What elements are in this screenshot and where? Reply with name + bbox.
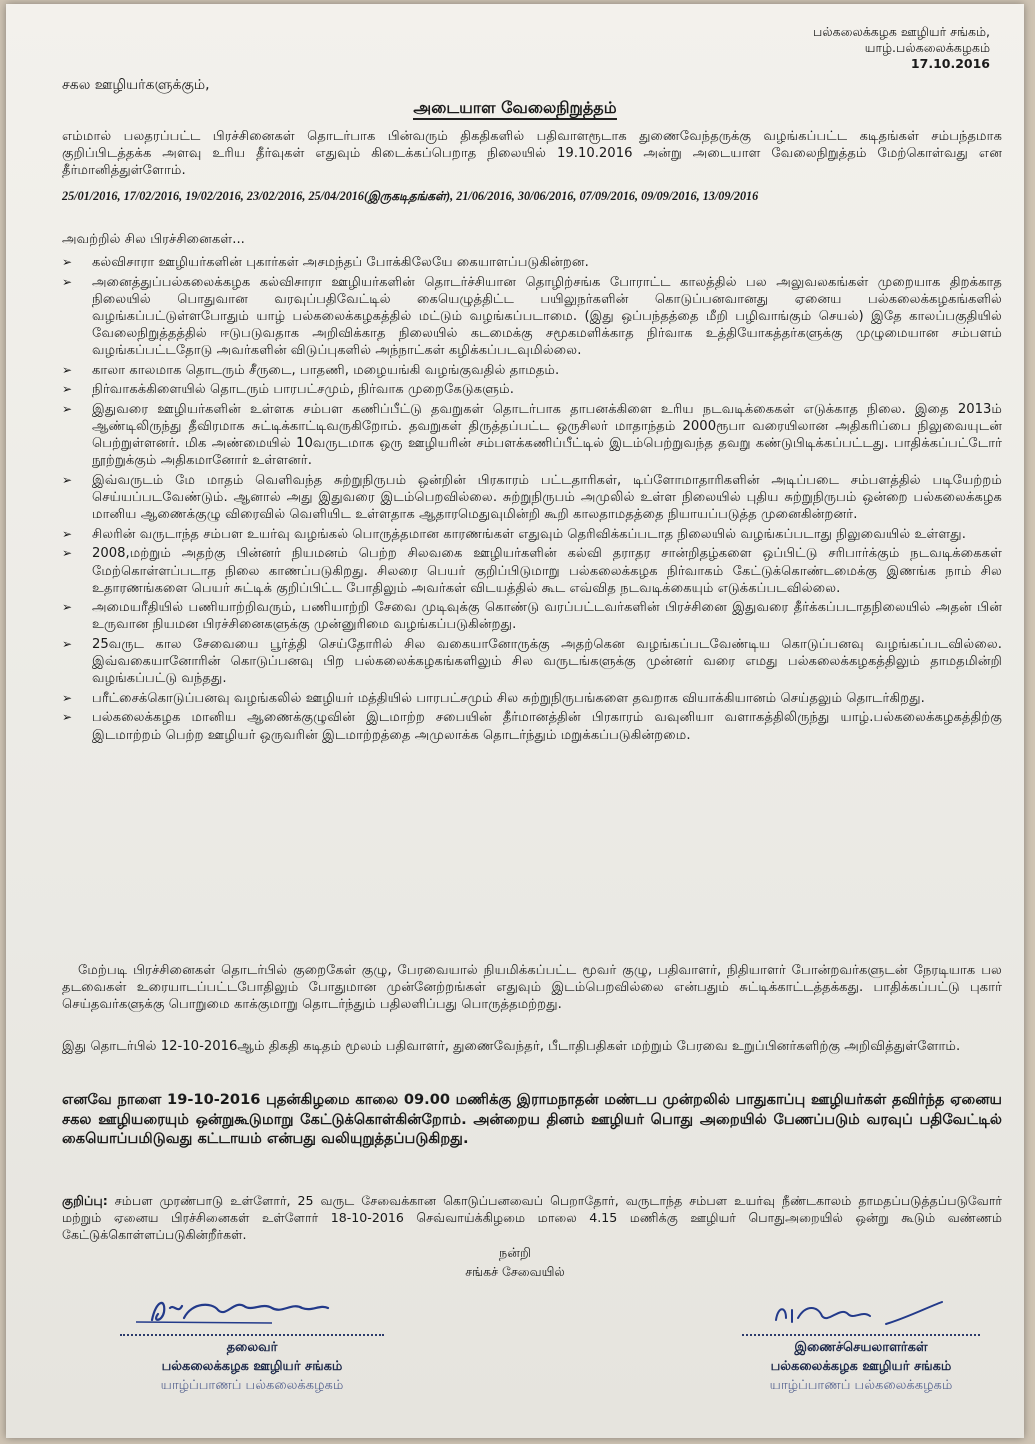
issue-item xyxy=(60,401,1002,470)
issue-item xyxy=(60,545,1002,597)
arrow-bullet-icon: ➢ xyxy=(62,690,73,705)
note-label: குறிப்பு: xyxy=(62,1193,108,1208)
notification-paragraph: இது தொடர்பில் 12-10-2016ஆம் திகதி கடிதம் மூலம் பதிவாளர், துணைவேந்தர், பீடாதிபதிகள் மற்றும் பேரவை உறுப்பினர்களிற்கு அறிவித்துள்ளோம். xyxy=(62,1039,961,1054)
issue-item xyxy=(60,472,1002,524)
issue-text: இவ்வருடம் மே மாதம் வெளிவந்த சுற்றுநிருபம் ஒன்றின் பிரகாரம் பட்டதாரிகள், டிப்ளோமாதாரிகளின் அடிப்படை சம்பளத்தில் படியேற்றம் செய்யப்படவேண்டும். ஆனால் அது இதுவரை இடம்பெறவில்லை. சுற்றுநிருபம் அமுலில் உள்ள நிலையில் புதிய சுற்றுநிருபம் ஒன்றை பல்கலைக்கழக மானிய ஆணைக்குழு விரைவில் வெளியிட உள்ளதாக ஆதாரமெதுவுமின்றி கூறி காலதாமதத்தை நியாயப்படுத்த முனைகின்றனர். xyxy=(92,472,1002,523)
arrow-bullet-icon: ➢ xyxy=(62,600,73,615)
president-org: பல்கலைக்கழக ஊழியர் சங்கம் xyxy=(161,1359,343,1374)
title-text: அடையாள வேலைநிறுத்தம் xyxy=(413,98,616,120)
letter-page xyxy=(6,4,1024,1438)
issue-text: 25வருட கால சேவையை பூர்த்தி செய்தோரில் சில வகையானோருக்கு அதற்கென வழங்கப்படவேண்டிய கொடுப்பனவு வழங்கப்படவில்லை. இவ்வகையானோரின் கொடுப்பனவு பிற பல்கலைக்கழகங்களிலும் சில வருடங்களுக்கு முன்னர் வரை எமது பல்கலைக்கழகத்திலும் தாமதமின்றி வழங்கப்பட்டு வந்தது. xyxy=(92,636,1002,687)
issue-text: சிலரின் வருடாந்த சம்பள உயர்வு வழங்கல் பொருத்தமான காரணங்கள் எதுவும் தெரிவிக்கப்படாத நிலையில் வழங்கப்படாது நிலுவையில் உள்ளது. xyxy=(92,526,966,542)
issue-text: இதுவரை ஊழியர்களின் உள்ளக சம்பள கணிப்பீட்டு தவறுகள் தொடர்பாக தாபனக்கிளை உரிய நடவடிக்கைகள் எடுக்காத நிலை. இதை 2013ம் ஆண்டிலிருந்து தீவிரமாக சுட்டிக்காட்டிவருகிறோம். தவறுகள் திருத்தப்பட்ட ஒருசிலர் மாதாந்தம் 2000ரூபா வரையிலான அதிகரிப்பை நிலுவையுடன் பெற்றுள்ளனர். மிக அண்மையில் 10வருடமாக ஒரு ஊழியரின் சம்பளக்கணிப்பீட்டில் இடம்பெற்றுவந்த தவறு கண்டுபிடிக்கப்பட்டது. பாதிக்கப்பட்டோர் நூற்றுக்கும் அதிகமானோர் உள்ளனர். xyxy=(92,401,1002,469)
president-signature-block xyxy=(102,1292,402,1395)
issue-text: கல்விசாரா ஊழியர்களின் புகார்கள் அசமந்தப் போக்கிலேயே கையாளப்படுகின்றன. xyxy=(92,255,589,270)
salutation: சகல ஊழியர்களுக்கும், xyxy=(62,77,210,93)
president-stamp: யாழ்ப்பாணப் பல்கலைக்கழகம் xyxy=(160,1378,344,1393)
issue-item xyxy=(60,599,1002,633)
issues-list xyxy=(60,254,1002,746)
arrow-bullet-icon: ➢ xyxy=(62,472,73,487)
intro-paragraph: எம்மால் பலதரப்பட்ட பிரச்சினைகள் தொடர்பாக பின்வரும் திகதிகளில் பதிவாளரூடாக துணைவேந்தருக்கு வழங்கப்பட்ட கடிதங்கள் சம்பந்தமாக குறிப்பிடத்தக்க அளவு உரிய தீர்வுகள் எதுவும் கிடைக்கப்பெறாத நிலையில் 19.10.2016 அன்று அடையாள வேலைநிறுத்தம் மேற்கொள்வது என தீர்மானித்துள்ளோம். xyxy=(62,129,1002,178)
university-name: யாழ்.பல்கலைக்கழகம் xyxy=(864,40,990,55)
letter-title xyxy=(6,98,1024,119)
issue-item xyxy=(60,526,1002,543)
signature-line xyxy=(120,1334,384,1336)
president-handwritten-signature xyxy=(122,1292,382,1328)
secretary-signature-block xyxy=(726,1300,996,1395)
issue-text: காலா காலமாக தொடரும் சீருடை, பாதணி, மழையங்கி வழங்குவதில் தாமதம். xyxy=(92,362,560,378)
issue-item xyxy=(60,709,1002,743)
issue-item xyxy=(60,636,1002,688)
arrow-bullet-icon: ➢ xyxy=(62,362,73,377)
issue-item xyxy=(60,690,1002,707)
secretary-stamp: யாழ்ப்பாணப் பல்கலைக்கழகம் xyxy=(769,1378,953,1393)
issue-text: பரீட்சைக்கொடுப்பனவு வழங்கலில் ஊழியர் மத்தியில் பாரபட்சமும் சில சுற்றுநிருபங்களை தவறாக வியாக்கியானம் செய்தலும் தொடர்கிறது. xyxy=(92,690,925,706)
issue-text: 2008,மற்றும் அதற்கு பின்னர் நியமனம் பெற்ற சிலவகை ஊழியர்களின் கல்வி தராதர சான்றிதழ்களை ஒப்பிட்டு சரிபார்க்கும் நடவடிக்கைகள் மேற்கொள்ளப்படாத நிலை காணப்படுகிறது. சிலரை பெயர் குறிப்பிடுமாறு பல்கலைக்கழக நிர்வாகம் கேட்டுக்கொண்டமைக்கு இணங்க நாம் சில உதாரணங்களை பெயர் சுட்டிக் குறிப்பிட்ட போதிலும் அவர்கள் விடயத்தில் கூட எவ்வித நடவடிக்கையும் எடுக்கப்படவில்லை. xyxy=(92,546,1002,596)
issue-text: நிர்வாகக்கிளையில் தொடரும் பாரபட்சமும், நிர்வாக முறைகேடுகளும். xyxy=(92,382,514,398)
strike-call-paragraph: எனவே நாளை 19-10-2016 புதன்கிழமை காலை 09.00 மணிக்கு இராமநாதன் மண்டப முன்றலில் பாதுகாப்பு ஊழியர்கள் தவிர்ந்த ஏனைய சகல ஊழியரையும் ஒன்றுகூடுமாறு கேட்டுக்கொள்கின்றோம். அன்றைய தினம் ஊழியர் பொது அறையில் பேணப்படும் வரவுப் பதிவேட்டில் கையொப்பமிடுவது கட்டாயம் என்பது வலியுறுத்தப்படுகிறது. xyxy=(62,1091,1002,1147)
secretary-title: இணைச்செயலாளர்கள் xyxy=(794,1340,928,1355)
issue-item xyxy=(60,362,1002,379)
letter-date: 17.10.2016 xyxy=(910,56,990,71)
signature-line xyxy=(742,1334,980,1336)
org-name: பல்கலைக்கழக ஊழியர் சங்கம், xyxy=(812,24,990,39)
letter-dates-list: 25/01/2016, 17/02/2016, 19/02/2016, 23/02/2016, 25/04/2016(இருகடிதங்கள்), 21/06/2016, 30/06/2016, 07/09/2016, 09/09/2016, 13/09/2016 xyxy=(62,189,759,203)
arrow-bullet-icon: ➢ xyxy=(62,382,73,397)
president-title: தலைவர் xyxy=(226,1340,278,1355)
thanks-text: நன்றி xyxy=(498,1246,532,1261)
secretary-handwritten-signature xyxy=(736,1300,986,1328)
issue-item xyxy=(60,254,1002,271)
arrow-bullet-icon: ➢ xyxy=(62,401,73,416)
arrow-bullet-icon: ➢ xyxy=(62,526,73,541)
letterhead xyxy=(813,24,990,72)
issue-item xyxy=(60,274,1002,360)
secretary-org: பல்கலைக்கழக ஊழியர் சங்கம் xyxy=(770,1359,952,1374)
note-text: சம்பள முரண்பாடு உள்ளோர், 25 வருட சேவைக்கான கொடுப்பனவைப் பெறாதோர், வருடாந்த சம்பள உயர்வு நீண்டகாலம் தாமதப்படுத்தப்படுவோர் மற்றும் ஏனைய பிரச்சினைகள் உள்ளோர் 18-10-2016 செவ்வாய்க்கிழமை மாலை 4.15 மணிக்கு ஊழியர் பொதுஅறையில் ஒன்று கூடும் வண்ணம் கேட்டுக்கொள்ளப்படுகின்றீர்கள். xyxy=(62,1193,1002,1242)
arrow-bullet-icon: ➢ xyxy=(62,546,73,561)
issue-text: அமையரீதியில் பணியாற்றிவரும், பணியாற்றி சேவை முடிவுக்கு கொண்டு வரப்பட்டவர்களின் பிரச்சினை இதுவரை தீர்க்கப்படாதநிலையில் அதன் பின் உருவான நியமன பிரச்சினைகளுக்கு முன்னுரிமை வழங்கப்படுகின்றது. xyxy=(92,600,1002,633)
issue-item xyxy=(60,381,1002,398)
arrow-bullet-icon: ➢ xyxy=(62,636,73,651)
issues-heading: அவற்றில் சில பிரச்சினைகள்... xyxy=(62,232,245,247)
note-paragraph xyxy=(62,1192,1002,1243)
issue-text: பல்கலைக்கழக மானிய ஆணைக்குழுவின் இடமாற்ற சபையின் தீர்மானத்தின் பிரகாரம் வவுனியா வளாகத்திலிருந்து யாழ்.பல்கலைக்கழகத்திற்கு இடமாற்றம் பெற்ற ஊழியர் ஒருவரின் இடமாற்றத்தை அமுலாக்க தொடர்ந்தும் மறுக்கப்படுகின்றமை. xyxy=(92,710,1002,743)
issue-text: அனைத்துப்பல்கலைக்கழக கல்விசாரா ஊழியர்களின் தொடர்ச்சியான தொழிற்சங்க போராட்ட காலத்தில் பல அலுவலகங்கள் முறையாக திறக்காத நிலையில் பொதுவான வரவுப்பதிவேட்டில் கையெழுத்திட்ட பயிலுநர்களின் கொடுப்பனவானது ஏனைய பல்கலைக்கழகங்களில் வழங்கப்பட்டுள்ளபோதும் யாழ் பல்கலைக்கழகத்தில் மட்டும் வழங்கப்படாமை. (இது ஒப்பந்தத்தை மீறி பழிவாங்கும் செயல்) இதே காலப்பகுதியில் வேலைநிறுத்தத்தில் ஈடுபடுவதாக அறிவிக்காத நிலையில் கடமைக்கு சமூகமளிக்காத நிர்வாக உத்தியோகத்தர்களுக்கு முழுமையான சம்பளம் வழங்கப்பட்டதோடு அவர்களின் விடுப்புகளில் அந்நாட்கள் கழிக்கப்படவுமில்லை. xyxy=(92,274,1002,359)
service-text: சங்கச் சேவையில் xyxy=(465,1264,565,1279)
arrow-bullet-icon: ➢ xyxy=(62,274,73,289)
followup-paragraph: மேற்படி பிரச்சினைகள் தொடர்பில் குறைகேள் குழு, பேரவையால் நியமிக்கப்பட்ட மூவர் குழு, பதிவாளர், நிதியாளர் போன்றவர்களுடன் நேரடியாக பல தடவைகள் உரையாடப்பட்டபோதிலும் போதுமான முன்னேற்றங்கள் எதுவும் இடம்பெறவில்லை என்பதும் சுட்டிக்காட்டத்தக்கது. பாதிக்கப்பட்டு புகார் செய்தவர்களுக்கு பொறுமை காக்குமாறு தொடர்ந்தும் பதிலளிப்பது பொருத்தமற்றது. xyxy=(62,963,1002,1013)
arrow-bullet-icon: ➢ xyxy=(62,255,73,269)
arrow-bullet-icon: ➢ xyxy=(62,710,73,725)
